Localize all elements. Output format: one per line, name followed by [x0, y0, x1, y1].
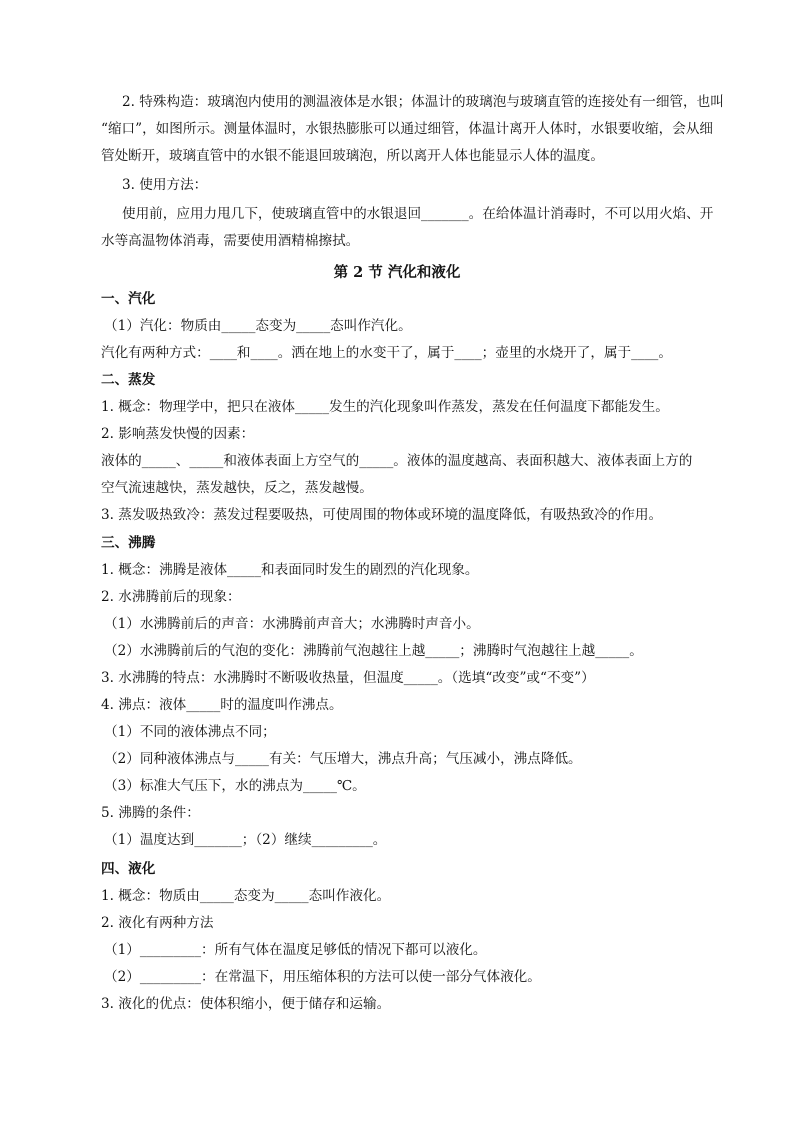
text-line: （3）标准大气压下，水的沸点为_____℃。: [104, 778, 366, 794]
text-line: 4. 沸点：液体_____时的温度叫作沸点。: [101, 697, 343, 713]
text-line: 3. 使用方法：: [122, 177, 208, 193]
text-line: 1. 概念：沸腾是液体_____和表面同时发生的剧烈的汽化现象。: [101, 562, 479, 578]
text-line: （1）不同的液体沸点不同；: [104, 724, 276, 740]
text-line: “缩口”，如图所示。测量体温时，水银热膨胀可以通过细管，体温计离开人体时，水银要收缩，会从细: [101, 121, 714, 137]
text-line: （1）温度达到_______；（2）继续_________。: [104, 832, 387, 848]
text-line: （2）_________：在常温下，用压缩体积的方法可以使一部分气体液化。: [104, 969, 541, 985]
text-line: 汽化有两种方式：____和____。洒在地上的水变干了，属于____；壶里的水烧开了，属于____。: [101, 345, 672, 361]
text-line: 水等高温物体消毒，需要使用酒精棉擦拭。: [101, 233, 360, 249]
text-line: 2. 特殊构造：玻璃泡内使用的测温液体是水银；体温计的玻璃泡与玻璃直管的连接处有一细管，也叫: [122, 94, 724, 110]
heading: 二、蒸发: [101, 372, 156, 388]
heading: 三、沸腾: [101, 535, 156, 551]
text-line: 液体的_____、_____和液体表面上方空气的_____。液体的温度越高、表面积越大、液体表面上方的: [101, 453, 693, 469]
heading: 四、液化: [101, 861, 156, 877]
text-line: 2. 液化有两种方法: [101, 915, 214, 931]
text-line: 管处断开，玻璃直管中的水银不能退回玻璃泡，所以离开人体也能显示人体的温度。: [101, 148, 604, 164]
text-line: （1）汽化：物质由_____态变为_____态叫作汽化。: [104, 318, 412, 334]
heading: 一、汽化: [101, 291, 156, 307]
text-line: （2）水沸腾前后的气泡的变化：沸腾前气泡越往上越_____；沸腾时气泡越往上越_____。: [104, 643, 643, 659]
text-line: 2. 影响蒸发快慢的因素：: [101, 426, 255, 442]
text-line: 1. 概念：物质由_____态变为_____态叫作液化。: [101, 888, 391, 904]
text-line: 空气流速越快，蒸发越快，反之，蒸发越慢。: [101, 480, 373, 496]
text-line: 3. 水沸腾的特点：水沸腾时不断吸收热量，但温度_____。（选填“改变”或“不变”）: [101, 670, 595, 686]
text-line: （1）水沸腾前后的声音：水沸腾前声音大；水沸腾时声音小。: [104, 616, 480, 632]
text-line: （1）_________：所有气体在温度足够低的情况下都可以液化。: [104, 942, 487, 958]
text-line: 使用前，应用力甩几下，使玻璃直管中的水银退回_______。在给体温计消毒时，不可以用火焰、开: [122, 206, 714, 222]
text-line: 2. 水沸腾前后的现象：: [101, 589, 241, 605]
text-line: （2）同种液体沸点与_____有关：气压增大，沸点升高；气压减小，沸点降低。: [104, 751, 582, 767]
text-line: 3. 蒸发吸热致冷：蒸发过程要吸热，可使周围的物体或环境的温度降低，有吸热致冷的作用。: [101, 507, 663, 523]
section-title: 第 2 节 汽化和液化: [333, 264, 461, 281]
text-line: 5. 沸腾的条件：: [101, 805, 200, 821]
text-line: 1. 概念：物理学中，把只在液体_____发生的汽化现象叫作蒸发，蒸发在任何温度下都能发生。: [101, 399, 669, 415]
text-line: 3. 液化的优点：使体积缩小，便于储存和运输。: [101, 996, 391, 1012]
